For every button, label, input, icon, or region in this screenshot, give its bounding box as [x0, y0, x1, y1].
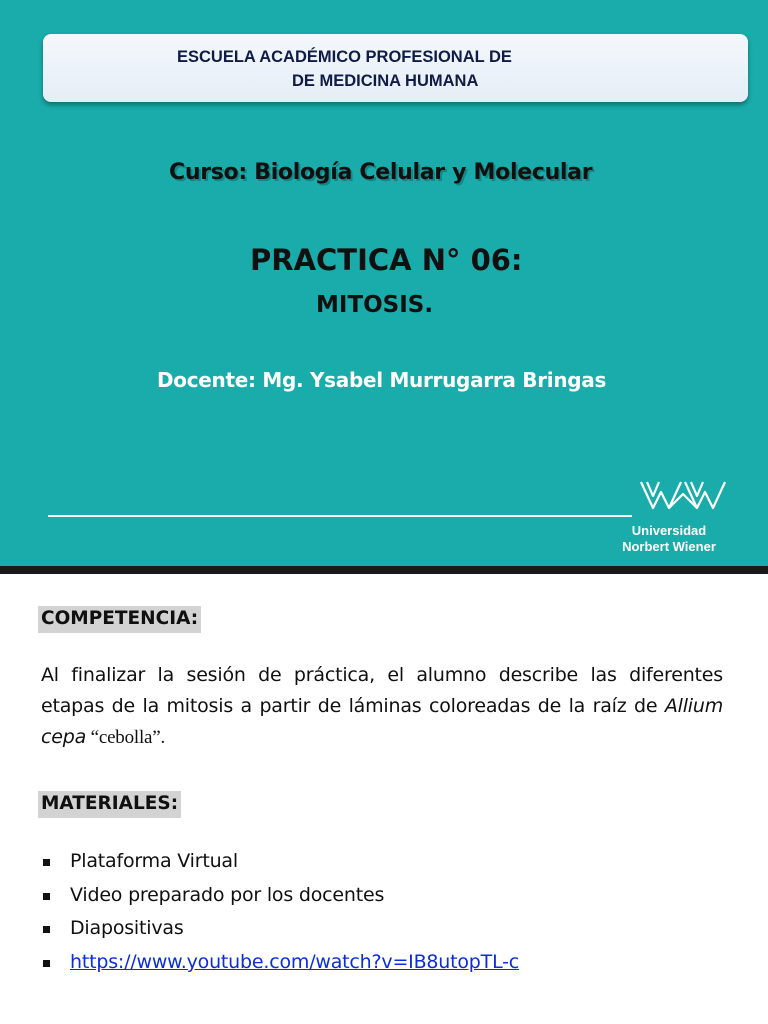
list-item: [0, 884, 768, 914]
list-item-label: Video preparado por los docentes: [70, 884, 385, 906]
slide-divider: [0, 566, 768, 574]
common-name: “cebolla”.: [86, 727, 166, 748]
university-book-logo-icon: [639, 478, 727, 512]
teacher-name: Docente: Mg. Ysabel Murrugarra Bringas: [157, 368, 607, 392]
university-logo: [608, 478, 730, 558]
practice-number: PRACTICA N° 06:: [250, 243, 523, 277]
course-title: Curso: Biología Celular y Molecular: [169, 160, 593, 185]
materiales-heading: MATERIALES:: [38, 791, 181, 818]
species-name: Allium cepa: [41, 695, 723, 748]
banner-line-1: ESCUELA ACADÉMICO PROFESIONAL DE: [177, 48, 512, 66]
content-slide: [0, 574, 768, 1024]
logo-text-line-2: Norbert Wiener: [622, 539, 716, 554]
practice-topic: MITOSIS.: [316, 292, 434, 318]
list-item: [0, 951, 768, 981]
list-item: [0, 917, 768, 947]
competencia-paragraph: [41, 660, 723, 753]
list-item-label: Plataforma Virtual: [70, 850, 238, 872]
list-item-label: Diapositivas: [70, 917, 184, 939]
bullet-icon: [43, 960, 50, 967]
youtube-link[interactable]: https://www.youtube.com/watch?v=IB8utopTL-c: [70, 951, 520, 973]
competencia-text: Al finalizar la sesión de práctica, el alumno describe las diferentes etapas de la mitosis a partir de láminas coloreadas de la raíz de: [41, 664, 723, 717]
competencia-heading: COMPETENCIA:: [38, 606, 201, 633]
list-item: [0, 850, 768, 880]
bullet-icon: [43, 926, 50, 933]
bullet-icon: [43, 893, 50, 900]
bullet-icon: [43, 859, 50, 866]
logo-text-line-1: Universidad: [631, 523, 707, 538]
horizontal-rule: [48, 515, 632, 517]
school-banner: [43, 34, 748, 102]
banner-line-2: DE MEDICINA HUMANA: [292, 72, 479, 90]
